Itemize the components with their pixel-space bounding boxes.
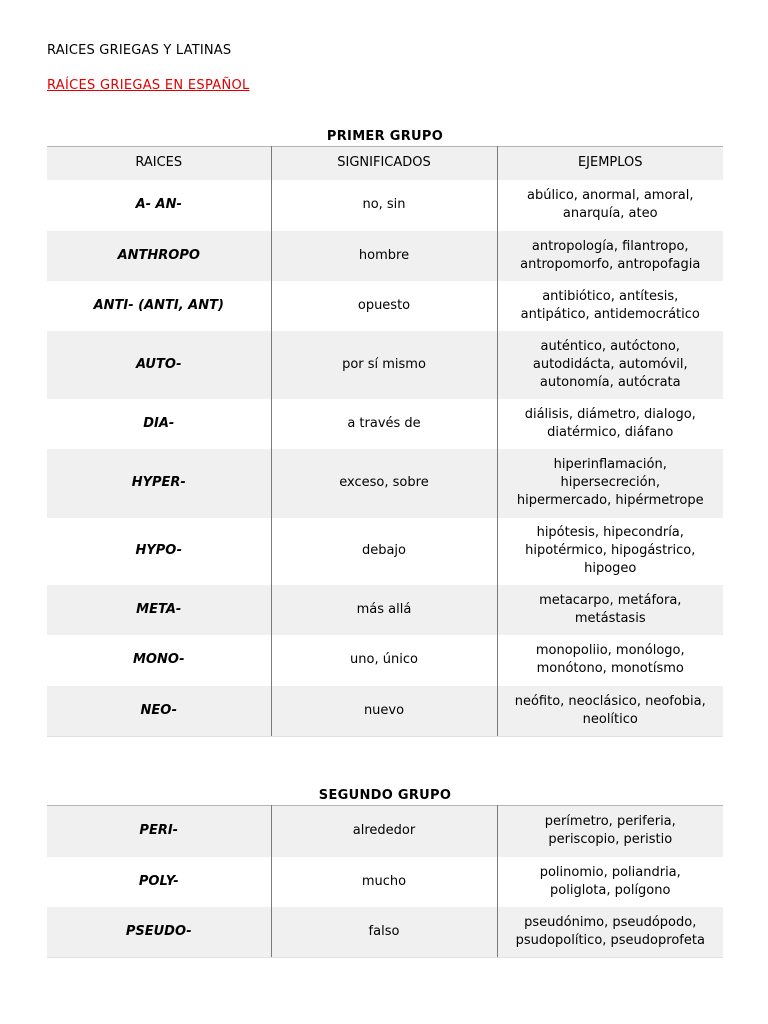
example-line: metástasis (574, 610, 646, 626)
meaning-cell: más allá (271, 585, 497, 635)
example-line: autonomía, autócrata (539, 374, 681, 390)
meaning-cell: debajo (271, 518, 497, 585)
example-line: monopoliio, monólogo, (535, 643, 685, 658)
table-row (47, 331, 723, 399)
example-line: hipermercado, hipérmetrope (516, 493, 704, 508)
table-row (47, 281, 723, 331)
meaning-cell: por sí mismo (271, 331, 497, 399)
table-row (47, 231, 723, 281)
table-row (47, 180, 723, 231)
table-row (47, 449, 723, 518)
column-header: RAICES (47, 147, 271, 180)
examples-cell (497, 857, 723, 907)
example-line: hipogeo (584, 561, 637, 576)
root-cell: A- AN- (135, 197, 182, 212)
example-line: periscopio, peristio (548, 832, 673, 848)
example-line: antropología, filantropo, (531, 238, 689, 254)
root-cell: MONO- (132, 652, 185, 667)
example-line: hipersecreción, (560, 475, 660, 490)
example-line: antipático, antidemocrático (520, 306, 700, 322)
primer-grupo-table (47, 146, 723, 737)
table-row (47, 806, 723, 857)
segundo-grupo-table (47, 805, 723, 958)
example-line: hipótesis, hipecondría, (536, 525, 684, 540)
example-line: poliglota, polígono (550, 882, 671, 898)
root-cell: PERI- (47, 806, 271, 857)
examples-cell (497, 399, 723, 449)
example-line: hiperinflamación, (553, 457, 667, 472)
example-line: auténtico, autóctono, (540, 338, 680, 354)
root-cell: POLY- (138, 873, 179, 889)
example-line: antropomorfo, antropofagia (520, 256, 701, 272)
examples-cell (497, 635, 723, 686)
meaning-cell: exceso, sobre (271, 449, 497, 518)
example-line: antibiótico, antítesis, (542, 288, 679, 304)
table-row (47, 907, 723, 958)
example-line: diatérmico, diáfano (547, 424, 674, 440)
column-header: EJEMPLOS (497, 147, 723, 180)
example-line: monótono, monotísmo (536, 661, 684, 676)
root-cell: ANTI- (ANTI, ANT) (93, 297, 224, 313)
example-line: diálisis, diámetro, dialogo, (524, 406, 696, 422)
meaning-cell: a través de (271, 399, 497, 449)
table-row (47, 399, 723, 449)
root-cell: DIA- (143, 415, 175, 431)
examples-cell (497, 231, 723, 281)
root-cell: PSEUDO- (47, 907, 271, 958)
meaning-cell: falso (271, 907, 497, 958)
example-line: neófito, neoclásico, neofobia, (514, 693, 706, 709)
examples-cell (497, 686, 723, 737)
meaning-cell: opuesto (271, 281, 497, 331)
example-line: anarquía, ateo (562, 206, 658, 221)
examples-cell (497, 281, 723, 331)
root-cell: HYPER- (47, 449, 271, 518)
document-subtitle[interactable]: RAÍCES GRIEGAS EN ESPAÑOL (47, 78, 250, 93)
table-row (47, 518, 723, 585)
examples-cell (497, 907, 723, 958)
example-line: perímetro, periferia, (544, 814, 676, 830)
meaning-cell: uno, único (271, 635, 497, 686)
root-cell: META- (47, 585, 271, 635)
example-line: metacarpo, metáfora, (539, 592, 682, 608)
primer-grupo-title: PRIMER GRUPO (326, 129, 444, 144)
example-line: autodidácta, automóvil, (532, 356, 688, 372)
examples-cell (497, 449, 723, 518)
examples-cell (497, 585, 723, 635)
root-cell: AUTO- (47, 331, 271, 399)
document-title: RAICES GRIEGAS Y LATINAS (47, 43, 232, 58)
table-row (47, 635, 723, 686)
root-cell: NEO- (47, 686, 271, 737)
examples-cell (497, 518, 723, 585)
column-header: SIGNIFICADOS (271, 147, 497, 180)
examples-cell (497, 180, 723, 231)
table-row (47, 585, 723, 635)
meaning-cell: alrededor (271, 806, 497, 857)
meaning-cell: mucho (271, 857, 497, 907)
example-line: psudopolítico, pseudoprofeta (515, 932, 705, 948)
root-cell: HYPO- (135, 543, 182, 558)
table-row (47, 686, 723, 737)
segundo-grupo-title: SEGUNDO GRUPO (318, 788, 452, 803)
table-row (47, 857, 723, 907)
meaning-cell: no, sin (271, 180, 497, 231)
root-cell: ANTHROPO (47, 231, 271, 281)
meaning-cell: nuevo (271, 686, 497, 737)
table-header-row (47, 147, 723, 180)
example-line: neolítico (582, 711, 638, 727)
example-line: pseudónimo, pseudópodo, (524, 914, 697, 930)
example-line: hipotérmico, hipogástrico, (525, 543, 696, 558)
example-line: polinomio, poliandria, (539, 864, 681, 880)
meaning-cell: hombre (271, 231, 497, 281)
examples-cell (497, 331, 723, 399)
examples-cell (497, 806, 723, 857)
example-line: abúlico, anormal, amoral, (527, 188, 694, 203)
